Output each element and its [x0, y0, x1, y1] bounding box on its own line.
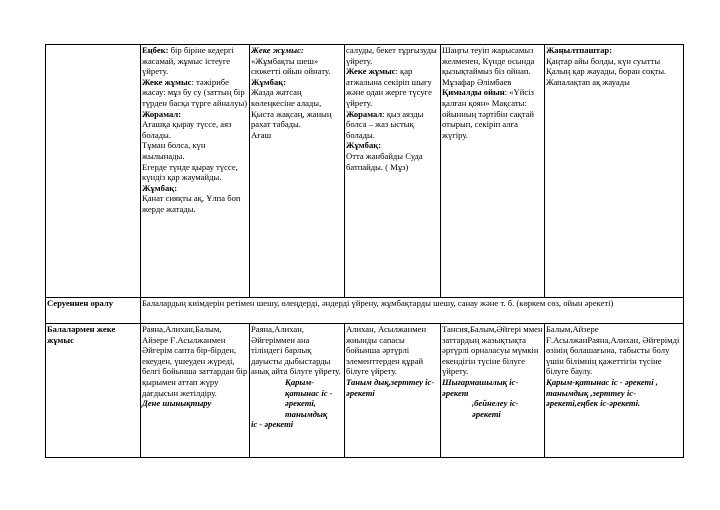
label-individual-work: Жеке жұмыс: [142, 76, 192, 87]
text-author: Мұзафар Әлімбаев: [442, 76, 512, 87]
label-hypothesis: Жорамал:: [142, 108, 182, 119]
activity-tag: Қарым-қатынас іс - әрекеті , танымдық ,зерттеу іс- әрекеті,еңбек іс-әрекеті.: [546, 376, 658, 409]
wednesday-cell: [345, 45, 441, 298]
text-hypothesis: : қыз аязды болса – жаз ыстық болады.: [346, 108, 424, 140]
return-from-walk-row: [46, 298, 684, 324]
individual-work-row: [46, 324, 684, 458]
activity-tag-2: ,бейнелеу іс-әрекеті: [472, 398, 519, 419]
text-build: салуды, бекет тұрғызуды үйрету.: [346, 45, 437, 66]
label-labor: Еңбек:: [142, 45, 169, 55]
text-frost: Егерде түнде қырау түссе, күндіз қар жаумайды.: [142, 161, 238, 183]
text-active-game: : «Үйсіз қалған қоян» Мақсаты: ойынның тәртібін сақтай отырып, секіріп алға жүгіру.: [442, 87, 534, 140]
individual-text: Раяна,Алихан, Әйгеріммен ана тіліндегі барлық дауысты дыбыстарды анық айта білуге үйрету.: [251, 324, 341, 377]
monday-cell: [141, 45, 250, 298]
activity-tag: Шығармашылық іс-әрекет: [442, 376, 519, 398]
label-riddle: Жұмбақ:: [346, 140, 382, 151]
return-text: Балалардың киімдерін ретімен шешу, өлеңдерді, әндерді үйрену, жұмбақтарды шешу, санау және т. б. (көркем сөз, ойын әрекеті): [141, 298, 684, 324]
individual-text: Тансия,Балым,Әйгері ммен заттардың жазықтықта әртүрлі орналасуы мүмкін екендігін түсіне білуге үйрету.: [442, 324, 543, 377]
label-riddle: Жұмбақ:: [251, 76, 287, 87]
row-label-individual: Балалармен жеке жұмыс: [46, 324, 141, 458]
text-riddle: Отта жанбайды Суда батпайды. ( Мұз): [346, 150, 423, 172]
activity-tag-2: іс - әрекеті: [251, 419, 294, 430]
text-answer: Ағаш: [251, 129, 272, 140]
wednesday-individual-cell: [345, 324, 441, 458]
text-individual-work: : қар атжалына секіріп шығу және одан жерге түсуге үйрету.: [346, 66, 432, 108]
text-poem: Шаңғы теуіп жарысамыз желменен, Күнде осында қызықтаймыз біз ойнап.: [442, 45, 535, 77]
text-labor: бір біріне кедергі жасамай, жұмыс істеуге үйрету.: [142, 45, 234, 77]
tuesday-cell: [250, 45, 345, 298]
activity-tag: Таным дық,зерттеу іс- әрекеті: [346, 376, 435, 398]
row-label-return: Серуеннен оралу: [46, 298, 141, 324]
label-tongue-twisters: Жаңылтпаштар:: [546, 45, 613, 55]
text-individual-work: : тәжірибе жасау: мұз бу су (заттың бір түрден басқа түрге айналуы): [142, 76, 248, 108]
row-label-empty: [46, 45, 141, 298]
thursday-individual-cell: [441, 324, 545, 458]
text-fog: Тұман болса, күн жылынады.: [142, 140, 206, 161]
label-riddle: Жұмбақ:: [142, 182, 178, 193]
individual-text: Балым,Айзере Ғ.АсылжанРаяна,Алихан, Әйгерімді өзінің болашағына, табысты болу үшін білімнің қажеттігін түсіне білуге баулу.: [546, 324, 680, 377]
friday-individual-cell: [545, 324, 684, 458]
monday-individual-cell: [141, 324, 250, 458]
thursday-cell: [441, 45, 545, 298]
plan-table: [45, 44, 684, 458]
text-tongue-twister: Қаңтар айы болды, күн суытты Қалың қар жауады, боран соқты.: [546, 55, 667, 77]
activities-row: [46, 45, 684, 298]
tuesday-individual-cell: [250, 324, 345, 458]
label-individual-work: Жеке жұмыс:: [251, 45, 304, 55]
individual-text: Алихан, Асылжанмен жиынды сапасы бойынша әртүрлі элементтерден құрай білуге үйрету.: [346, 324, 427, 377]
label-hypothesis: Жорамал: [346, 108, 383, 119]
text-riddle: Жазда жатсаң көлеңкесіне алады, Қыста жақсаң, жаның рахат табады.: [251, 87, 332, 130]
text-riddle: Қанат сияқты ақ, Ұлпа боп жерде жатады.: [142, 193, 241, 214]
label-active-game: Қимылды ойын: [442, 87, 505, 98]
activity-tag: Дене шынықтыру: [142, 398, 212, 409]
individual-text: Раяна,Алихан,Балым, Айзере Ғ.Асылжанмен Әйгерім сапта бір-бірден, екеуден, үшеуден жүреді, белгі бойынша заттардан бір қырымен аттап жүру дағдысын жетілдіру.: [142, 324, 248, 398]
text-hypothesis: Ағашқа қырау түссе, аяз болады.: [142, 119, 232, 140]
text-tongue-twister-2: Жапалақтап ақ жауады: [546, 76, 630, 87]
friday-cell: [545, 45, 684, 298]
label-individual-work: Жеке жұмыс: [346, 66, 396, 77]
text-game: «Жұмбақты шеш» сюжетті ойын ойнату.: [251, 55, 331, 77]
activity-tag: Қарым-қатынас іс - әрекеті, танымдық: [285, 376, 333, 419]
